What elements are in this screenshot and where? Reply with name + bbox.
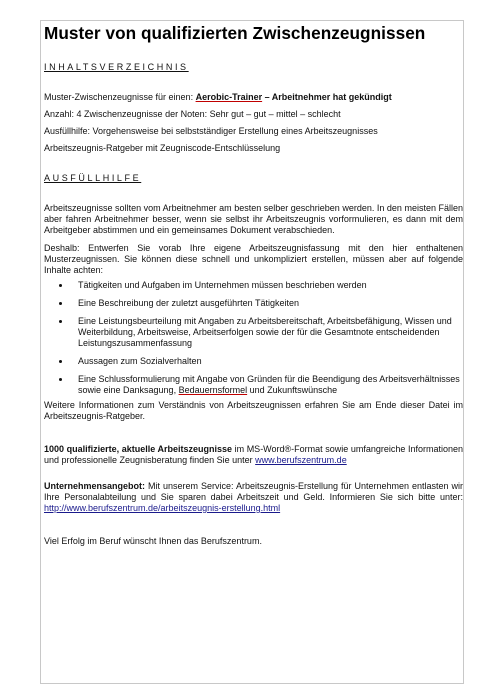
document-content [44,23,463,547]
help-bullet-5 [44,374,463,396]
help-bullet-4: Aussagen zum Sozialverhalten [44,356,463,367]
toc-line-help: Ausfüllhilfe: Vorgehensweise bei selbstständiger Erstellung eines Arbeitszeugnisses [44,126,378,136]
help-bullet-5-end: und Zukunftswünsche [247,385,338,395]
document-page [40,20,464,684]
toc-line-count: Anzahl: 4 Zwischenzeugnisse der Noten: Sehr gut – gut – mittel – schlecht [44,109,341,119]
promo-link[interactable]: www.berufszentrum.de [255,455,347,465]
company-text: Mit unserem Service: Arbeitszeugnis-Erstellung für Unternehmen entlasten wir Ihre Personalabteilung und Sie sparen dabei Arbeitszeit und Geld. Informieren Sie sich bitte unter: [44,481,463,502]
help-paragraph-1: Arbeitszeugnisse sollten vom Arbeitnehmer am besten selber geschrieben werden. In den meisten Fällen aber fahren Arbeitnehmer besser, wenn sie selbst ihr Arbeitszeugnis vorformulieren, es dann mit dem Arbeitgeber abstimmen und ein gemeinsames Dokument verabschieden. [44,203,463,235]
company-paragraph [44,481,463,514]
promo-text: im MS-Word®-Format sowie umfangreiche Informationen und professionelle Zeugnisberatung finden Sie unter [44,444,463,465]
toc-line-job [44,92,463,103]
toc-job-link[interactable]: Aerobic-Trainer [195,92,263,102]
help-paragraph-2: Deshalb: Entwerfen Sie vorab Ihre eigene Arbeitszeugnisfassung mit den hier enthaltenen Musterzeugnissen. Sie können diese schnell und unkompliziert erstellen, müssen aber auf folgende Inhalte achten: [44,243,463,275]
promo-bold: 1000 qualifizierte, aktuelle Arbeitszeugnisse [44,444,233,454]
company-bold: Unternehmensangebot: [44,481,146,491]
document-title: Muster von qualifizierten Zwischenzeugnissen [44,23,426,43]
help-bullet-1: Tätigkeiten und Aufgaben im Unternehmen müssen beschrieben werden [44,280,463,291]
help-bullet-3: Eine Leistungsbeurteilung mit Angaben zu Arbeitsbereitschaft, Arbeitsbefähigung, Wissen und Weiterbildung, Arbeitsweise, Arbeitserfolgen sowie der für die Gesamtnote entscheidenden Leistungszusammenfassung [44,316,463,349]
toc-line-guide: Arbeitszeugnis-Ratgeber mit Zeugniscode-Entschlüsselung [44,143,281,153]
help-bullet-list [44,280,463,396]
help-bullet-5-term: Bedauernsformel [178,385,248,395]
help-heading: AUSFÜLLHILFE [44,173,142,183]
help-paragraph-3: Weitere Informationen zum Verständnis von Arbeitszeugnissen erfahren Sie am Ende dieser Datei im Arbeitszeugnis-Ratgeber. [44,400,463,421]
help-bullet-5-text: Eine Schlussformulierung mit Angabe von Gründen für die Beendigung des Arbeitsverhältnisses sowie eine Danksagung, [78,374,460,395]
toc-line-job-suffix: – Arbeitnehmer hat gekündigt [262,92,392,102]
toc-heading: INHALTSVERZEICHNIS [44,62,189,72]
closing-line: Viel Erfolg im Beruf wünscht Ihnen das Berufszentrum. [44,536,262,546]
help-bullet-2: Eine Beschreibung der zuletzt ausgeführten Tätigkeiten [44,298,463,309]
company-link[interactable]: http://www.berufszentrum.de/arbeitszeugnis-erstellung.html [44,503,281,513]
toc-line-job-prefix: Muster-Zwischenzeugnisse für einen: [44,92,196,102]
promo-paragraph [44,444,463,466]
